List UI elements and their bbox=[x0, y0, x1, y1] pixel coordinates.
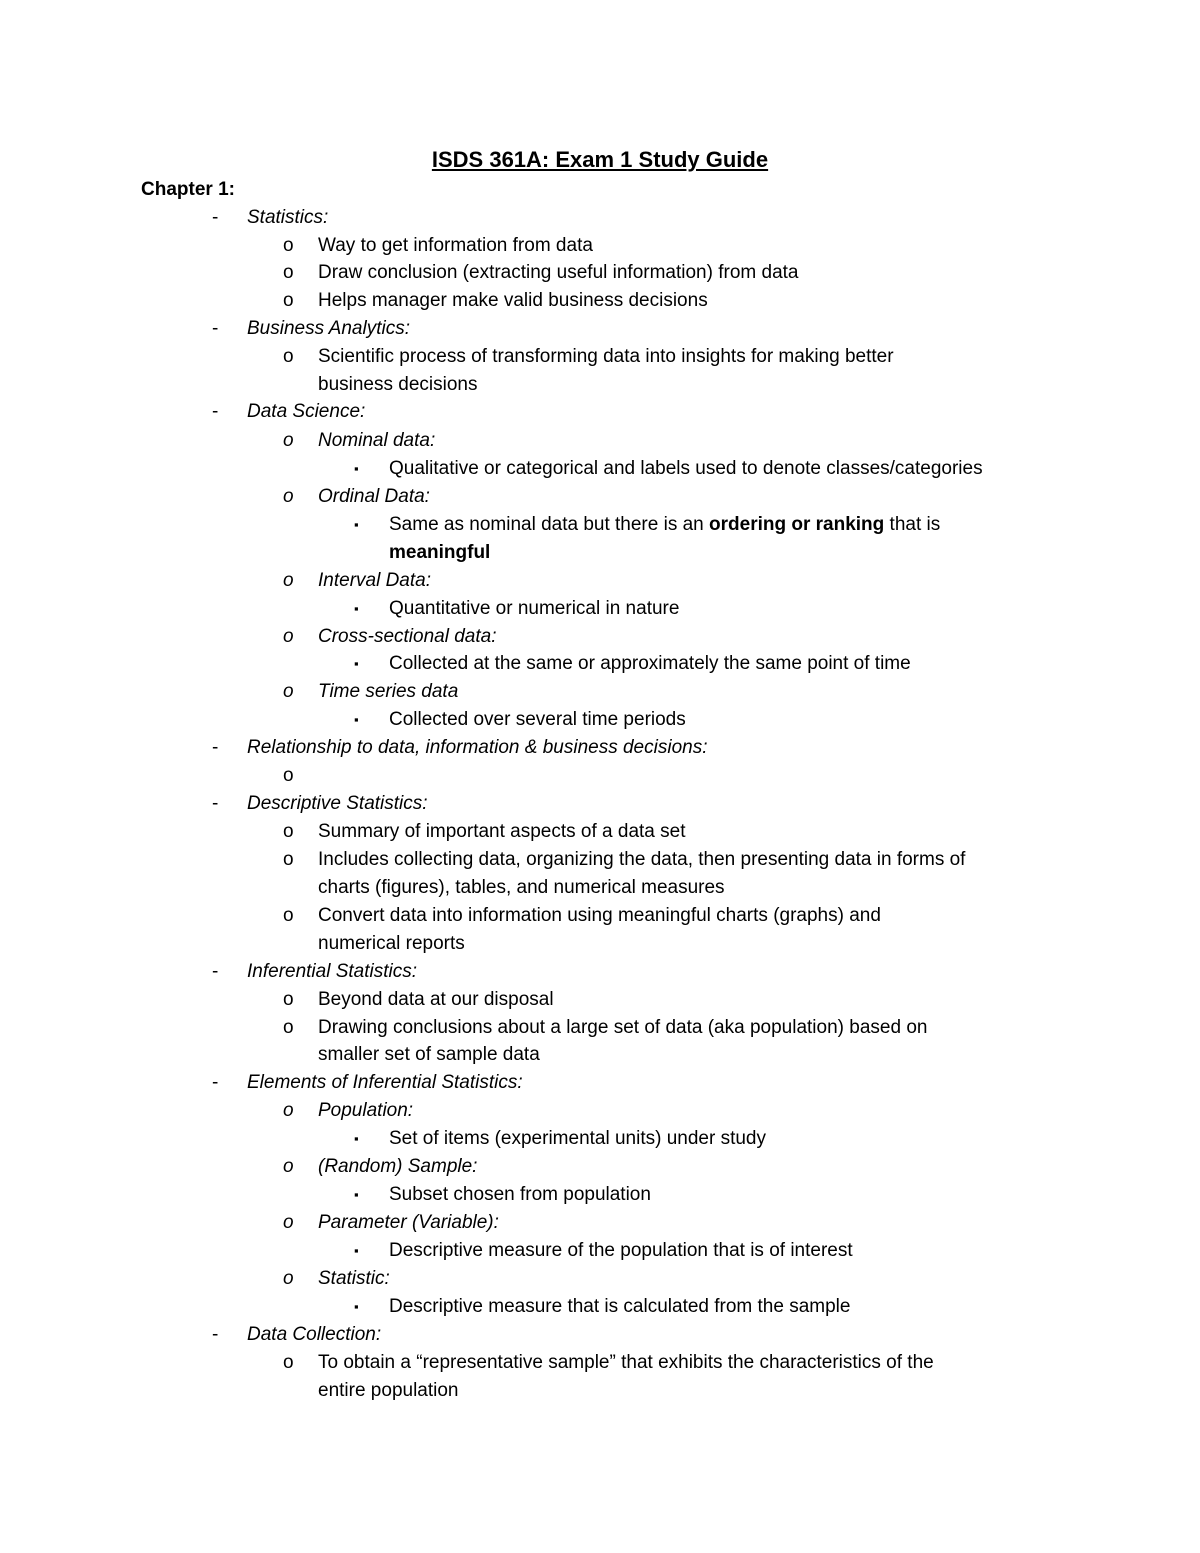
circle-bullet: o bbox=[283, 290, 294, 311]
circle-bullet: o bbox=[283, 235, 294, 256]
list-item-continuation: smaller set of sample data bbox=[318, 1044, 540, 1065]
topic-statistics: Statistics: bbox=[247, 207, 329, 228]
dash-bullet: - bbox=[212, 207, 219, 228]
square-bullet: ▪ bbox=[354, 1131, 359, 1146]
circle-bullet: o bbox=[283, 821, 294, 842]
circle-bullet: o bbox=[283, 1100, 294, 1121]
square-bullet: ▪ bbox=[354, 656, 359, 671]
list-item: Scientific process of transforming data into insights for making better bbox=[318, 346, 894, 367]
circle-bullet: o bbox=[283, 1352, 294, 1373]
dash-bullet: - bbox=[212, 318, 219, 339]
topic-descriptive-statistics: Descriptive Statistics: bbox=[247, 793, 428, 814]
square-bullet: ▪ bbox=[354, 1187, 359, 1202]
list-item-continuation: business decisions bbox=[318, 374, 478, 395]
list-item: Drawing conclusions about a large set of data (aka population) based on bbox=[318, 1017, 928, 1038]
list-item-continuation: entire population bbox=[318, 1380, 459, 1401]
subtopic-ordinal: Ordinal Data: bbox=[318, 486, 430, 507]
topic-inferential-statistics: Inferential Statistics: bbox=[247, 961, 418, 982]
circle-bullet: o bbox=[283, 1268, 294, 1289]
chapter-heading: Chapter 1: bbox=[141, 179, 235, 200]
topic-elements-inferential: Elements of Inferential Statistics: bbox=[247, 1072, 523, 1093]
document-title: ISDS 361A: Exam 1 Study Guide bbox=[431, 147, 769, 172]
square-bullet: ▪ bbox=[354, 517, 359, 532]
subtopic-time-series: Time series data bbox=[318, 681, 459, 702]
square-bullet: ▪ bbox=[354, 601, 359, 616]
circle-bullet: o bbox=[283, 430, 294, 451]
circle-bullet: o bbox=[283, 486, 294, 507]
list-item: Descriptive measure of the population that is of interest bbox=[389, 1240, 853, 1261]
circle-bullet: o bbox=[283, 626, 294, 647]
list-item: Helps manager make valid business decisions bbox=[318, 290, 708, 311]
subtopic-population: Population: bbox=[318, 1100, 414, 1121]
list-item: Quantitative or numerical in nature bbox=[389, 598, 680, 619]
circle-bullet: o bbox=[283, 346, 294, 367]
square-bullet: ▪ bbox=[354, 712, 359, 727]
dash-bullet: - bbox=[212, 793, 219, 814]
list-item-continuation: numerical reports bbox=[318, 933, 465, 954]
list-item-continuation: charts (figures), tables, and numerical measures bbox=[318, 877, 725, 898]
text-run: Same as nominal data but there is an bbox=[389, 514, 710, 535]
square-bullet: ▪ bbox=[354, 1299, 359, 1314]
list-item: Draw conclusion (extracting useful information) from data bbox=[318, 262, 799, 283]
list-item: To obtain a “representative sample” that exhibits the characteristics of the bbox=[318, 1352, 934, 1373]
subtopic-random-sample: (Random) Sample: bbox=[318, 1156, 478, 1177]
square-bullet: ▪ bbox=[354, 461, 359, 476]
text-run: that is bbox=[884, 514, 941, 535]
list-item: Descriptive measure that is calculated from the sample bbox=[389, 1296, 851, 1317]
list-item-continuation bbox=[389, 539, 490, 567]
dash-bullet: - bbox=[212, 961, 219, 982]
topic-business-analytics: Business Analytics: bbox=[247, 318, 410, 339]
circle-bullet: o bbox=[283, 1156, 294, 1177]
list-item: Collected at the same or approximately the same point of time bbox=[389, 653, 911, 674]
list-item: Summary of important aspects of a data set bbox=[318, 821, 686, 842]
circle-bullet: o bbox=[283, 989, 294, 1010]
dash-bullet: - bbox=[212, 737, 219, 758]
list-item: Includes collecting data, organizing the data, then presenting data in forms of bbox=[318, 849, 966, 870]
list-item: Convert data into information using meaningful charts (graphs) and bbox=[318, 905, 881, 926]
circle-bullet: o bbox=[283, 849, 294, 870]
subtopic-cross-sectional: Cross-sectional data: bbox=[318, 626, 497, 647]
bold-text: meaningful bbox=[389, 542, 491, 563]
subtopic-parameter: Parameter (Variable): bbox=[318, 1212, 499, 1233]
topic-data-science: Data Science: bbox=[247, 401, 366, 422]
topic-relationship: Relationship to data, information & business decisions: bbox=[247, 737, 708, 758]
circle-bullet: o bbox=[283, 765, 294, 786]
subtopic-nominal: Nominal data: bbox=[318, 430, 436, 451]
circle-bullet: o bbox=[283, 905, 294, 926]
subtopic-statistic: Statistic: bbox=[318, 1268, 390, 1289]
circle-bullet: o bbox=[283, 1017, 294, 1038]
circle-bullet: o bbox=[283, 262, 294, 283]
list-item: Way to get information from data bbox=[318, 235, 593, 256]
list-item: Qualitative or categorical and labels used to denote classes/categories bbox=[389, 458, 983, 479]
dash-bullet: - bbox=[212, 1324, 219, 1345]
circle-bullet: o bbox=[283, 681, 294, 702]
list-item: Collected over several time periods bbox=[389, 709, 686, 730]
bold-text: ordering or ranking bbox=[709, 514, 885, 535]
topic-data-collection: Data Collection: bbox=[247, 1324, 382, 1345]
list-item bbox=[389, 511, 940, 539]
list-item: Beyond data at our disposal bbox=[318, 989, 554, 1010]
list-item: Set of items (experimental units) under study bbox=[389, 1128, 767, 1149]
dash-bullet: - bbox=[212, 401, 219, 422]
circle-bullet: o bbox=[283, 1212, 294, 1233]
dash-bullet: - bbox=[212, 1072, 219, 1093]
circle-bullet: o bbox=[283, 570, 294, 591]
square-bullet: ▪ bbox=[354, 1243, 359, 1258]
subtopic-interval: Interval Data: bbox=[318, 570, 431, 591]
list-item: Subset chosen from population bbox=[389, 1184, 651, 1205]
